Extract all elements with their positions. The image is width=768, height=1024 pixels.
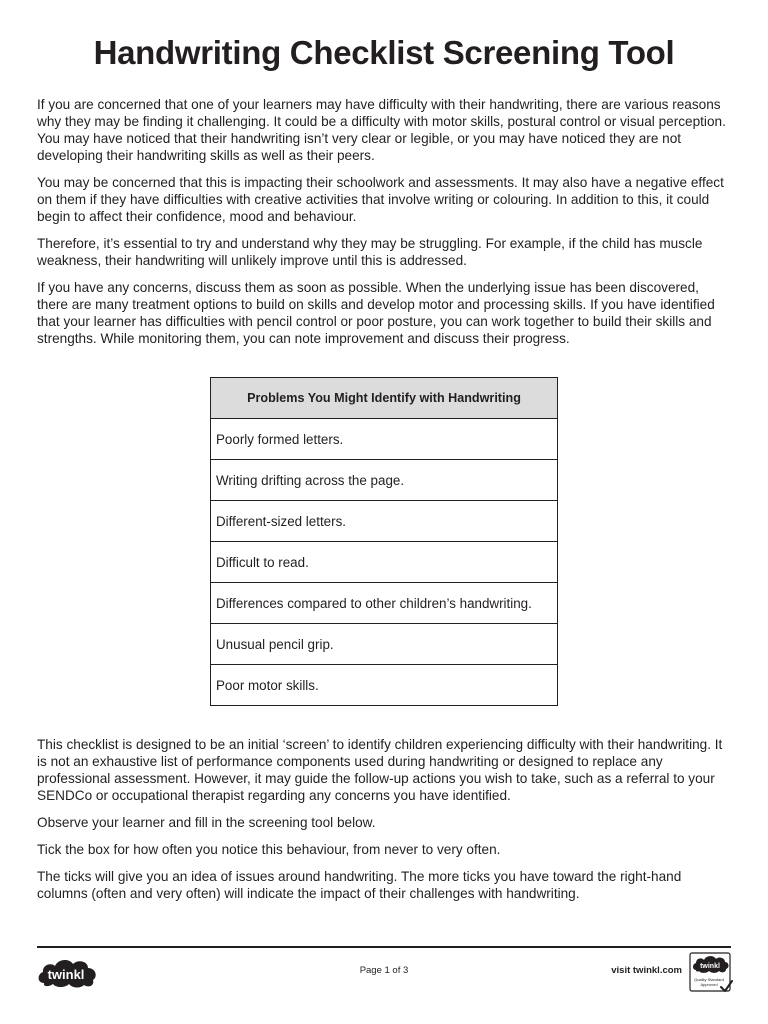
table-row bbox=[211, 419, 558, 460]
table-cell: Writing drifting across the page. bbox=[211, 460, 558, 501]
intro-paragraph: You may be concerned that this is impacting their schoolwork and assessments. It may also have a negative effect on them if they have difficulties with creative activities that involve writing or colouring. In addition to this, it could begin to affect their confidence, mood and behaviour. bbox=[37, 175, 724, 224]
intro-section bbox=[37, 96, 733, 357]
outro-paragraph: Observe your learner and fill in the screening tool below. bbox=[37, 815, 376, 830]
table-header: Problems You Might Identify with Handwriting bbox=[211, 378, 558, 419]
intro-paragraph: If you are concerned that one of your learners may have difficulty with their handwriting, there are various reasons why they may be finding it challenging. It could be a difficulty with motor skills, postural control or visual perception. You may have noticed that their handwriting isn’t very clear or legible, or you may have noticed they are not developing their handwriting skills as well as their peers. bbox=[37, 97, 726, 163]
logo-text: twinkl bbox=[47, 967, 85, 982]
quality-standard-badge bbox=[689, 952, 733, 994]
table-cell: Differences compared to other children’s handwriting. bbox=[211, 583, 558, 624]
table-row bbox=[211, 460, 558, 501]
table-cell: Poor motor skills. bbox=[211, 665, 558, 706]
outro-paragraph: This checklist is designed to be an initial ‘screen’ to identify children experiencing difficulty with their handwriting. It is not an exhaustive list of performance components used during handwriting or designed to replace any professional assessment. However, it may guide the follow-up actions you wish to take, such as a referral to your SENDCo or occupational therapist regarding any concerns you have identified. bbox=[37, 737, 723, 803]
intro-paragraph: Therefore, it’s essential to try and understand why they may be struggling. For example, if the child has muscle weakness, their handwriting will unlikely improve until this is addressed. bbox=[37, 236, 703, 268]
page-title: Handwriting Checklist Screening Tool bbox=[93, 34, 675, 71]
outro-paragraph: Tick the box for how often you notice this behaviour, from never to very often. bbox=[37, 842, 501, 857]
table-cell: Difficult to read. bbox=[211, 542, 558, 583]
table-row bbox=[211, 665, 558, 706]
page-number: Page 1 of 3 bbox=[359, 965, 409, 976]
table-cell: Unusual pencil grip. bbox=[211, 624, 558, 665]
footer-divider bbox=[37, 946, 731, 948]
table-header-row bbox=[211, 378, 558, 419]
visit-website-link[interactable]: visit twinkl.com bbox=[611, 965, 682, 976]
table-row bbox=[211, 624, 558, 665]
badge-caption-line-2: Approved bbox=[700, 982, 718, 987]
table-row bbox=[211, 501, 558, 542]
twinkl-logo bbox=[36, 953, 98, 989]
outro-section bbox=[37, 736, 733, 912]
table-row bbox=[211, 583, 558, 624]
outro-paragraph: The ticks will give you an idea of issues around handwriting. The more ticks you have toward the right-hand columns (often and very often) will indicate the impact of their challenges with handwriting. bbox=[37, 869, 682, 901]
intro-paragraph: If you have any concerns, discuss them as soon as possible. When the underlying issue has been discovered, there are many treatment options to build on skills and develop motor and processing skills. If you have identified that your learner has difficulties with pencil control or poor posture, you can work together to build their skills and strengths. While monitoring them, you can note improvement and discuss their progress. bbox=[37, 280, 715, 346]
table-row bbox=[211, 542, 558, 583]
badge-caption-line-1: Quality Standard bbox=[694, 977, 724, 982]
problems-table bbox=[210, 377, 558, 706]
table-cell: Different-sized letters. bbox=[211, 501, 558, 542]
badge-logo-text: twinkl bbox=[700, 963, 720, 970]
table-cell: Poorly formed letters. bbox=[211, 419, 558, 460]
